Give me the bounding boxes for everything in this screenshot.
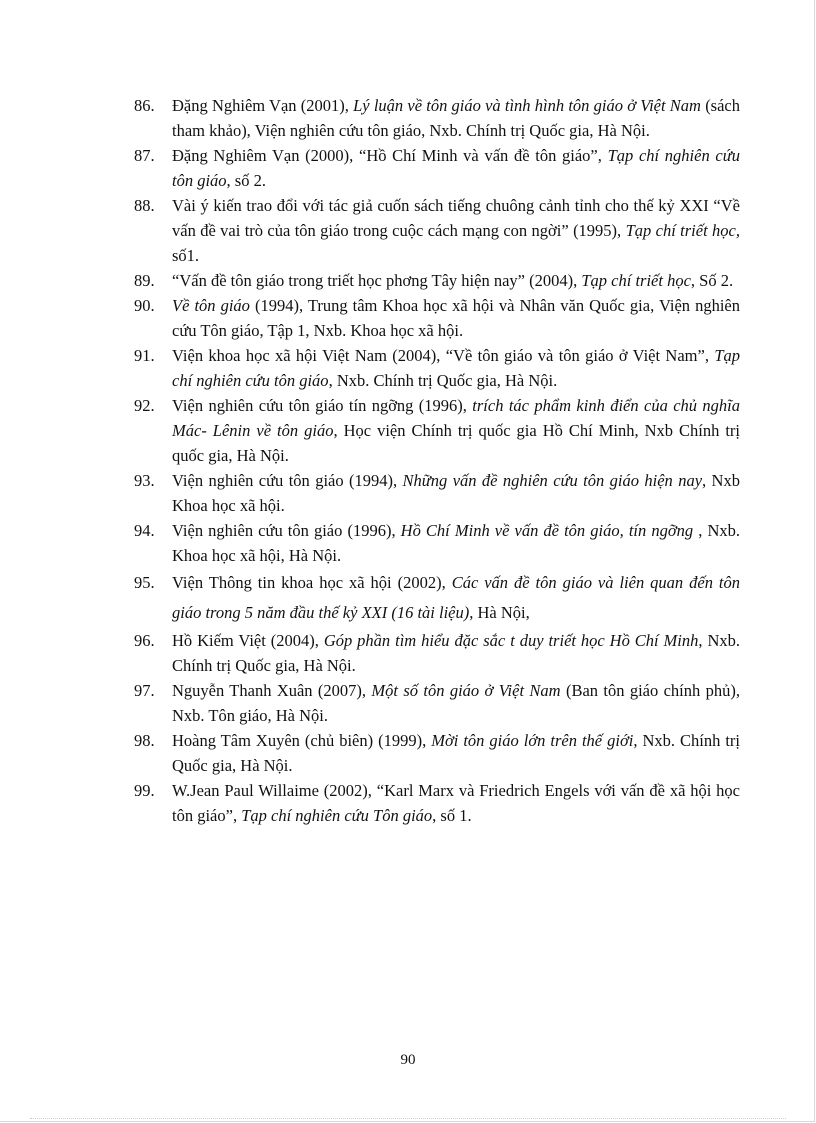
reference-segment: Viện khoa học xã hội Việt Nam (2004), “Về tôn giáo và tôn giáo ở Việt Nam”, [172, 346, 715, 365]
reference-title: Tạp chí triết học [581, 271, 691, 290]
reference-segment: , số 1. [432, 806, 472, 825]
reference-segment: , Nxb. Chính trị Quốc gia, Hà Nội. [172, 631, 740, 675]
reference-segment: , Học viện Chính trị quốc gia Hồ Chí Minh, Nxb Chính trị quốc gia, Hà Nội. [172, 421, 741, 465]
reference-item [126, 728, 740, 778]
reference-segment: (1994), Trung tâm Khoa học xã hội và Nhân văn Quốc gia, Viện nghiên cứu Tôn giáo, Tập 1, Nxb. Khoa học xã hội. [172, 296, 740, 340]
reference-number: 90. [134, 296, 155, 315]
reference-segment: (sách tham khảo), Viện nghiên cứu tôn giáo, Nxb. Chính trị Quốc gia, Hà Nội. [172, 96, 741, 140]
reference-text [172, 471, 740, 515]
reference-segment: Viện nghiên cứu tôn giáo (1994), [172, 471, 403, 490]
reference-title: trích tác phẩm kinh điển của chủ nghĩa Mác- Lênin về tôn giáo [172, 396, 740, 440]
reference-item [126, 468, 740, 518]
reference-text [172, 196, 740, 265]
reference-title: Những vấn đề nghiên cứu tôn giáo hiện nay [402, 471, 703, 490]
reference-item [126, 343, 740, 393]
reference-text [172, 781, 740, 825]
reference-number: 91. [134, 346, 155, 365]
reference-text [172, 731, 740, 775]
reference-item [126, 193, 740, 268]
reference-item [126, 778, 740, 828]
reference-segment: Viện nghiên cứu tôn giáo tín ngỡng (1996), [172, 396, 473, 415]
reference-item [126, 568, 740, 628]
reference-text [172, 521, 740, 565]
reference-text [172, 681, 740, 725]
reference-segment: Vài ý kiến trao đổi với tác giả cuốn sách tiếng chuông cảnh tỉnh cho thế kỷ XXI “Về vấn đề vai trò của tôn giáo trong cuộc cách mạng con ngời” (1995), [172, 196, 740, 240]
reference-text [172, 271, 733, 290]
reference-text [172, 296, 740, 340]
reference-title: Tạp chí nghiên cứu Tôn giáo [241, 806, 433, 825]
reference-number: 93. [134, 471, 155, 490]
reference-title: Tạp chí nghiên cứu tôn giáo [172, 346, 740, 390]
reference-segment: số1. [172, 246, 200, 265]
reference-number: 95. [134, 573, 155, 592]
reference-text [172, 96, 740, 140]
reference-title: Hồ Chí Minh về vấn đề tôn giáo, tín ngỡng [400, 521, 694, 540]
reference-segment: Viện Thông tin khoa học xã hội (2002), [172, 573, 452, 592]
reference-segment: Nguyễn Thanh Xuân (2007), [172, 681, 372, 700]
page-bottom-rule [30, 1118, 786, 1119]
reference-number: 89. [134, 271, 155, 290]
reference-number: 87. [134, 146, 155, 165]
reference-item [126, 268, 740, 293]
reference-segment: , số 2. [226, 171, 266, 190]
reference-text [172, 573, 740, 622]
reference-title: Lý luận về tôn giáo và tình hình tôn giáo ở Việt Nam [353, 96, 701, 115]
reference-segment: , Nxb. Chính trị Quốc gia, Hà Nội. [328, 371, 558, 390]
reference-segment: (Ban tôn giáo chính phủ), Nxb. Tôn giáo, Hà Nội. [172, 681, 741, 725]
reference-segment: Đặng Nghiêm Vạn (2000), “Hồ Chí Minh và vấn đề tôn giáo”, [172, 146, 608, 165]
reference-number: 96. [134, 631, 155, 650]
reference-segment: Hồ Kiếm Việt (2004), [172, 631, 324, 650]
reference-number: 99. [134, 781, 155, 800]
reference-number: 86. [134, 96, 155, 115]
reference-item [126, 628, 740, 678]
reference-title: Một số tôn giáo ở Việt Nam [371, 681, 561, 700]
reference-segment: W.Jean Paul Willaime (2002), “Karl Marx và Friedrich Engels với vấn đề xã hội học tôn giáo”, [172, 781, 740, 825]
reference-title: Tạp chí triết học, [625, 221, 741, 240]
reference-text [172, 146, 740, 190]
reference-segment: , Nxb Khoa học xã hội. [172, 471, 740, 515]
reference-segment: Hoàng Tâm Xuyên (chủ biên) (1999), [172, 731, 432, 750]
reference-title: Góp phần tìm hiểu đặc sắc t duy triết học Hồ Chí Minh [323, 631, 699, 650]
reference-item [126, 518, 740, 568]
reference-segment: Viện nghiên cứu tôn giáo (1996), [172, 521, 401, 540]
reference-title: Các vấn đề tôn giáo và liên quan đến tôn giáo trong 5 năm đầu thế kỷ XXI (16 tài liệu) [172, 573, 740, 622]
page-number: 90 [400, 1052, 416, 1068]
reference-item [126, 678, 740, 728]
reference-segment: Đặng Nghiêm Vạn (2001), [172, 96, 354, 115]
reference-item [126, 293, 740, 343]
reference-segment: “Vấn đề tôn giáo trong triết học phơng Tây hiện nay” (2004), [172, 271, 582, 290]
reference-number: 94. [134, 521, 155, 540]
reference-title: Về tôn giáo [172, 296, 250, 315]
reference-segment: , Nxb. Chính trị Quốc gia, Hà Nội. [172, 731, 740, 775]
reference-segment: , Hà Nội, [469, 603, 530, 622]
reference-title: Mời tôn giáo lớn trên thế giới [431, 731, 634, 750]
reference-text [172, 631, 740, 675]
reference-title: Tạp chí nghiên cứu tôn giáo [172, 146, 740, 190]
reference-text [172, 346, 740, 390]
reference-segment: , Nxb. Khoa học xã hội, Hà Nội. [172, 521, 740, 565]
reference-number: 88. [134, 196, 155, 215]
reference-number: 92. [134, 396, 155, 415]
reference-list [126, 93, 740, 828]
reference-item [126, 393, 740, 468]
reference-segment: , Số 2. [690, 271, 734, 290]
reference-item [126, 93, 740, 143]
reference-number: 98. [134, 731, 155, 750]
reference-item [126, 143, 740, 193]
reference-text [172, 396, 740, 465]
reference-number: 97. [134, 681, 155, 700]
